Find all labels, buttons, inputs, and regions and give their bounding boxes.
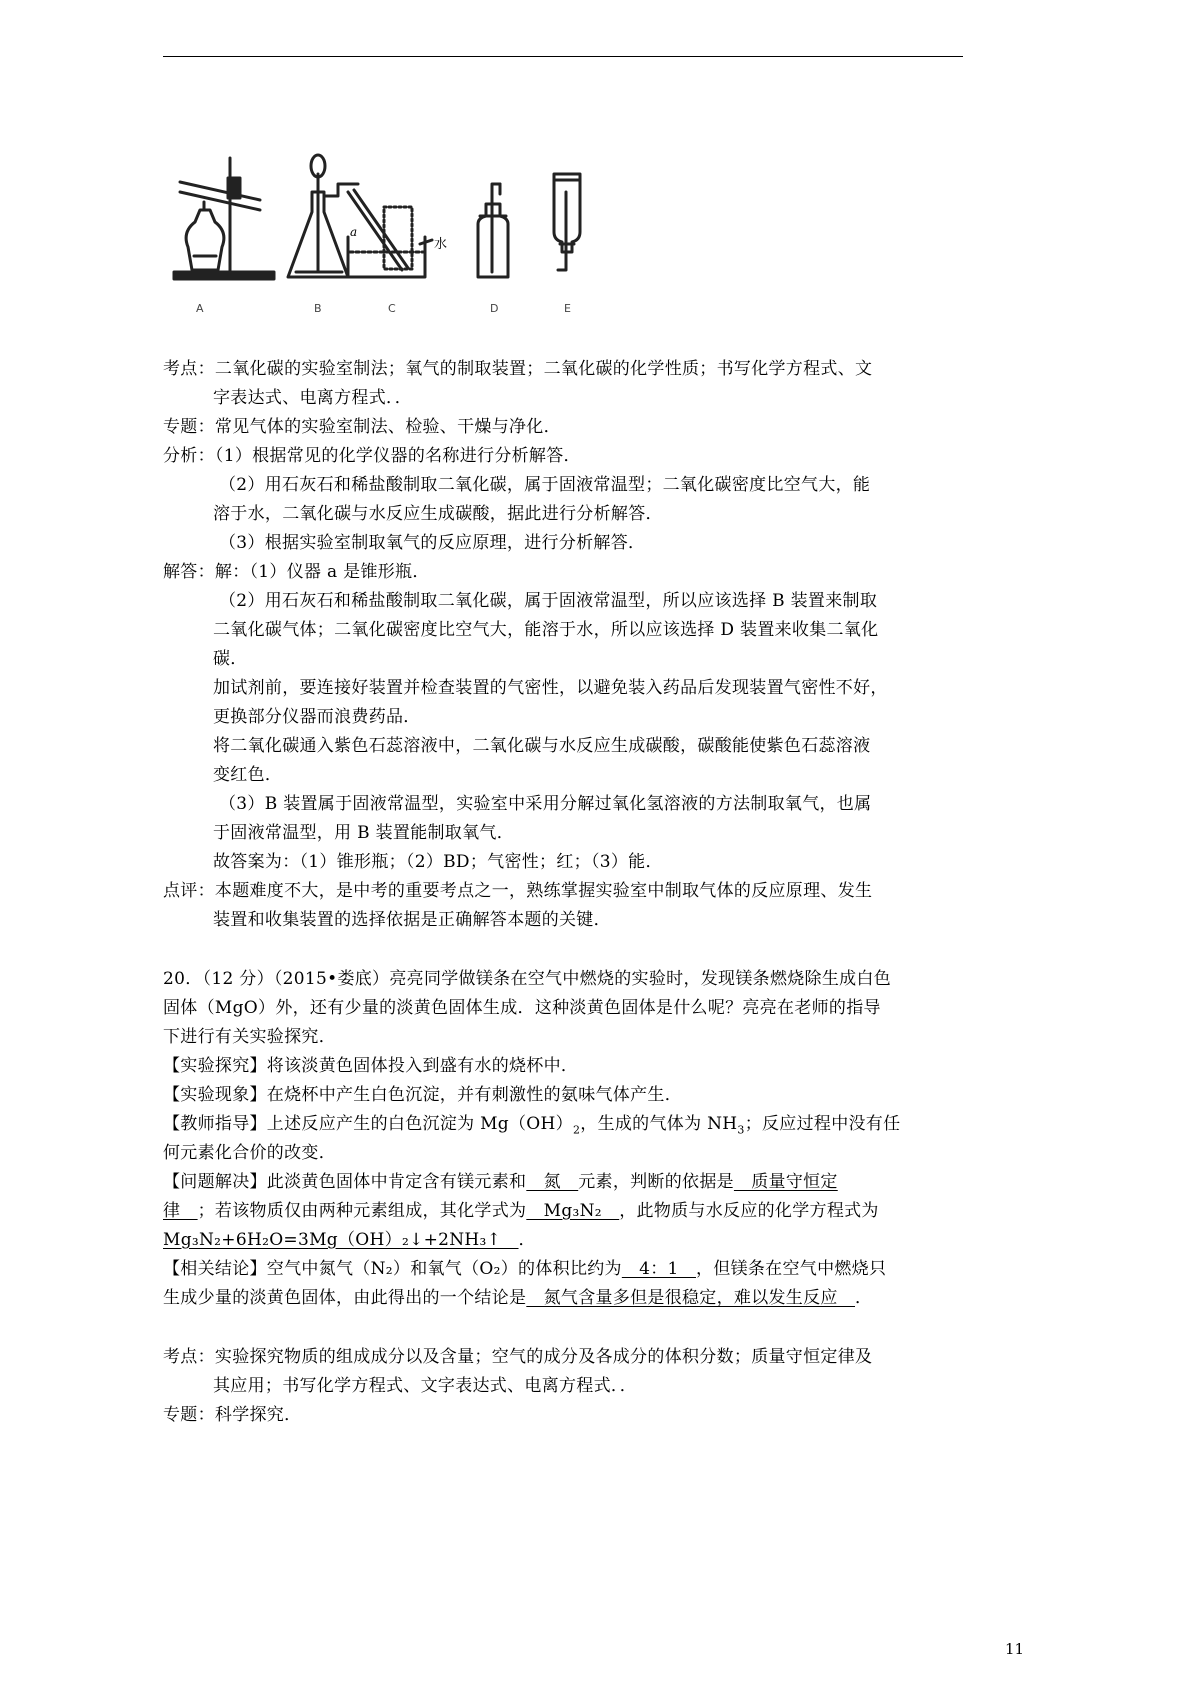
apparatus-a-icon <box>174 158 274 279</box>
jielun-text-2-pre: 生成少量的淡黄色固体，由此得出的一个结论是 <box>163 1288 527 1308</box>
jieda-line-6: 更换部分仪器而浪费药品． <box>213 707 421 727</box>
dianping-line-2: 装置和收集装置的选择依据是正确解答本题的关键． <box>213 910 611 930</box>
answer-element: 氮 <box>526 1172 579 1192</box>
kaodian-line-1: 考点：二氧化碳的实验室制法；氧气的制取装置；二氧化碳的化学性质；书写化学方程式、文 <box>163 359 873 379</box>
apparatus-figure <box>170 152 650 332</box>
fenxi-line-2: （2）用石灰石和稀盐酸制取二氧化碳，属于固液常温型；二氧化碳密度比空气大，能 <box>219 475 871 495</box>
page-number: 11 <box>1005 1640 1025 1658</box>
answer-ratio: 4：1 <box>621 1259 696 1279</box>
apparatus-c-icon <box>348 190 432 277</box>
jielun-line-1 <box>163 1258 886 1280</box>
jiejue-text-pre: 【问题解决】此淡黄色固体中肯定含有镁元素和 <box>163 1172 527 1192</box>
label-e: E <box>564 302 571 315</box>
zhidao-line-2: 何元素化合价的改变． <box>163 1143 336 1163</box>
zhidao-text-post: ；反应过程中没有任 <box>744 1114 901 1134</box>
jielun-text-pre: 【相关结论】空气中氮气（N₂）和氧气（O₂）的体积比约为 <box>163 1259 622 1279</box>
label-a: A <box>196 302 204 315</box>
label-b: B <box>314 302 322 315</box>
jieda-line-3: 二氧化碳气体；二氧化碳密度比空气大，能溶于水，所以应该选择 D 装置来收集二氧化 <box>213 620 879 640</box>
jieda-line-5: 加试剂前，要连接好装置并检查装置的气密性，以避免装入药品后发现装置气密性不好， <box>213 678 888 698</box>
jiejue-text-mid: 元素，判断的依据是 <box>578 1172 734 1192</box>
apparatus-d-icon <box>478 184 508 277</box>
jielun-line-2 <box>163 1287 872 1309</box>
jieda-line-2: （2）用石灰石和稀盐酸制取二氧化碳，属于固液常温型，所以应该选择 B 装置来制取 <box>219 591 878 611</box>
label-c: C <box>388 302 396 315</box>
apparatus-e-icon <box>554 174 580 270</box>
water-label: 水 <box>434 237 448 252</box>
jieda-line-10: 于固液常温型，用 B 装置能制取氧气． <box>213 823 514 843</box>
answer-basis-part1: 质量守恒定 <box>733 1172 838 1192</box>
jieda-line-7: 将二氧化碳通入紫色石蕊溶液中，二氧化碳与水反应生成碳酸，碳酸能使紫色石蕊溶液 <box>213 736 871 756</box>
kaodian20-line-1: 考点：实验探究物质的组成成分以及含量；空气的成分及各成分的体积分数；质量守恒定律及 <box>163 1347 873 1367</box>
zhidao-sub-3: 3 <box>737 1123 745 1137</box>
zhuanti20-line: 专题：科学探究． <box>163 1405 302 1425</box>
jieda-line-8: 变红色． <box>213 765 283 785</box>
fenxi-line-4: （3）根据实验室制取氧气的反应原理，进行分析解答． <box>219 533 646 553</box>
xianxiang-line: 【实验现象】在烧杯中产生白色沉淀，并有刺激性的氨味气体产生． <box>163 1085 682 1105</box>
kaodian20-line-2: 其应用；书写化学方程式、文字表达式、电离方程式．． <box>213 1376 637 1396</box>
zhidao-sub-2: 2 <box>572 1123 581 1137</box>
jieda-line-4: 碳． <box>213 649 248 669</box>
label-d: D <box>490 302 499 315</box>
zhidao-text-pre: 【教师指导】上述反应产生的白色沉淀为 Mg（OH） <box>163 1114 573 1134</box>
answer-formula: Mg₃N₂ <box>526 1201 620 1221</box>
zhidao-text-mid: ，生成的气体为 NH <box>580 1114 738 1134</box>
q20-line-2: 固体（MgO）外，还有少量的淡黄色固体生成．这种淡黄色固体是什么呢？亮亮在老师的指导 <box>163 998 881 1018</box>
zhuanti-line: 专题：常见气体的实验室制法、检验、干燥与净化． <box>163 417 561 437</box>
apparatus-part-a-label: a <box>350 225 358 239</box>
jiejue-line-2 <box>163 1200 879 1222</box>
answer-equation: Mg₃N₂+6H₂O=3Mg（OH）₂↓+2NH₃↑ <box>163 1230 519 1250</box>
jieda-line-1: 解答：解：（1）仪器 a 是锥形瓶． <box>163 562 430 582</box>
fenxi-line-1: 分析：（1）根据常见的化学仪器的名称进行分析解答． <box>163 446 581 466</box>
jiejue-line-3 <box>163 1229 536 1251</box>
fenxi-line-3: 溶于水，二氧化碳与水反应生成碳酸，据此进行分析解答． <box>213 504 663 524</box>
jieda-line-11: 故答案为：（1）锥形瓶；（2）BD；气密性；红；（3）能． <box>213 852 663 872</box>
q20-line-3: 下进行有关实验探究． <box>163 1027 336 1047</box>
jiejue-text-2-post: ，此物质与水反应的化学方程式为 <box>619 1201 879 1221</box>
jielun-text-2-post: ． <box>855 1288 873 1308</box>
tanjiu-line: 【实验探究】将该淡黄色固体投入到盛有水的烧杯中． <box>163 1056 579 1076</box>
q20-line-1: 20．（12 分）（2015•娄底）亮亮同学做镁条在空气中燃烧的实验时，发现镁条燃烧除生成白色 <box>163 969 892 989</box>
dianping-line-1: 点评：本题难度不大，是中考的重要考点之一，熟练掌握实验室中制取气体的反应原理、发生 <box>163 881 873 901</box>
zhidao-line-1 <box>163 1113 900 1141</box>
kaodian-line-2: 字表达式、电离方程式．． <box>213 388 413 408</box>
jiejue-line-1 <box>163 1171 838 1193</box>
jiejue-text-2-mid: ；若该物质仅由两种元素组成，其化学式为 <box>197 1201 527 1221</box>
answer-basis-part2: 律 <box>163 1201 198 1221</box>
jiejue-text-3-post: ． <box>518 1230 536 1250</box>
jielun-text-post: ，但镁条在空气中燃烧只 <box>695 1259 887 1279</box>
header-rule <box>163 56 963 57</box>
jieda-line-9: （3）B 装置属于固液常温型，实验室中采用分解过氧化氢溶液的方法制取氧气，也属 <box>219 794 872 814</box>
answer-conclusion: 氮气含量多但是很稳定，难以发生反应 <box>526 1288 856 1308</box>
